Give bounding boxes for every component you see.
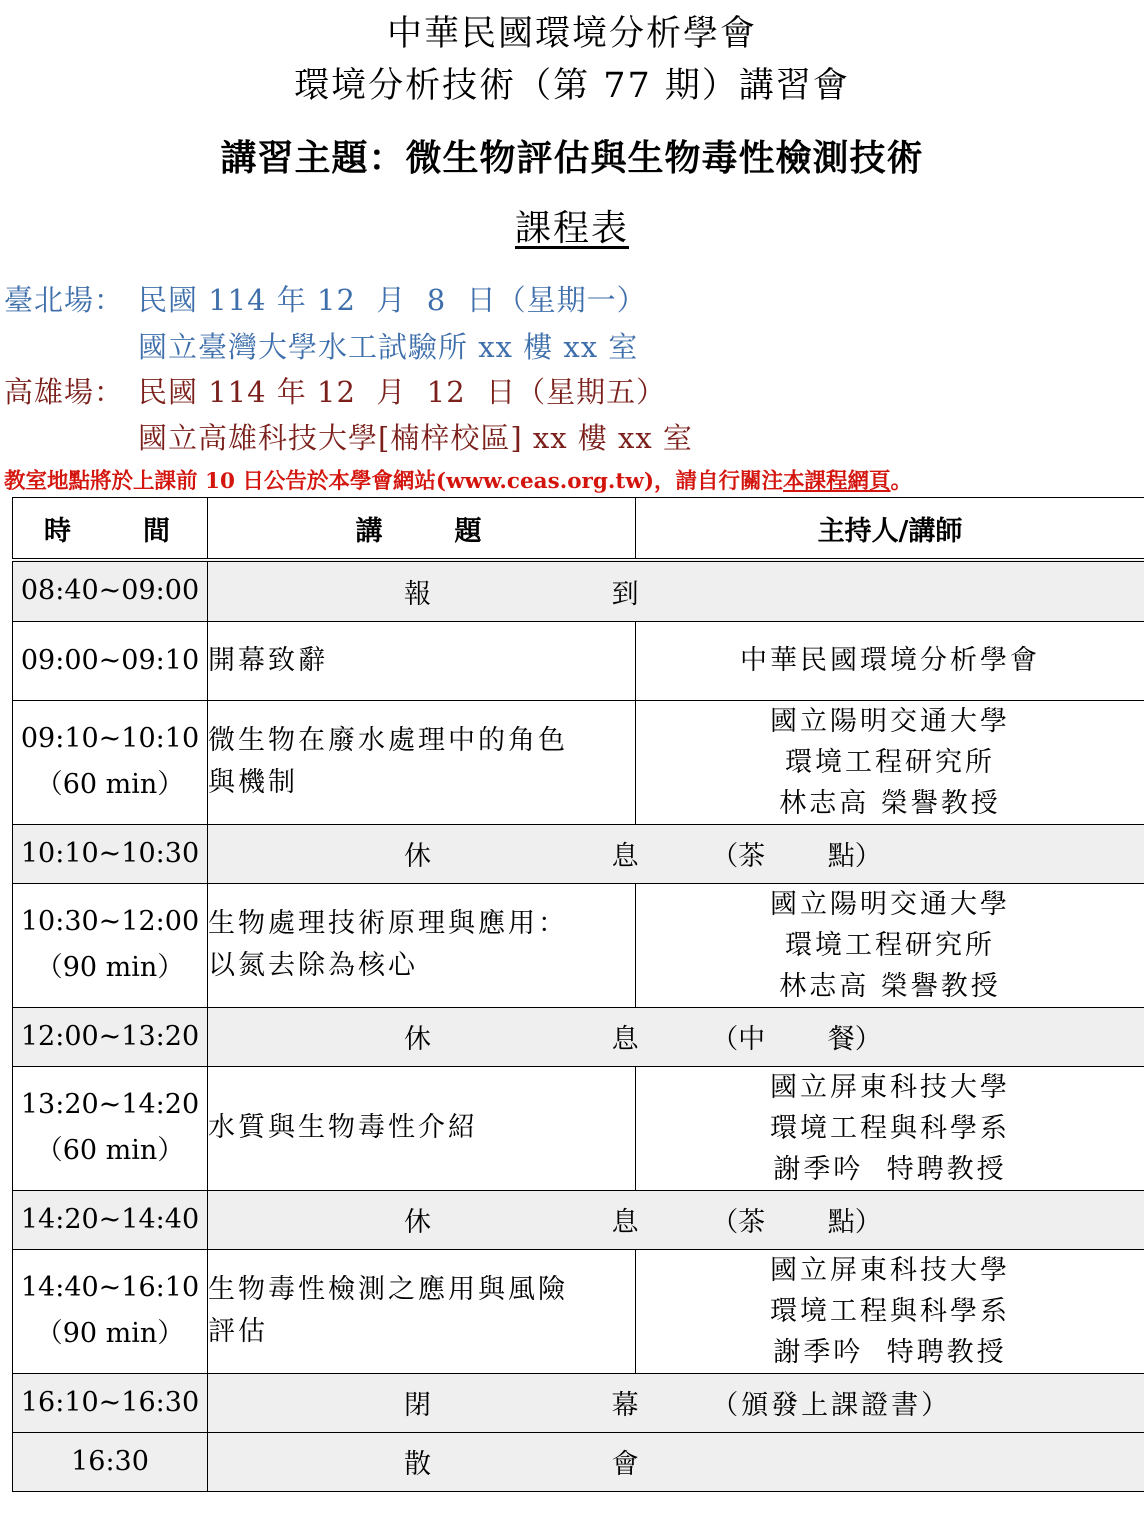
- speaker-cell: [636, 700, 1144, 824]
- schedule-table: [12, 497, 1144, 1492]
- topic-line: 生物毒性檢測之應用與風險: [208, 1274, 568, 1305]
- speaker-line: 國立屏東科技大學: [770, 1254, 1010, 1286]
- span-text-d: 點）: [827, 1207, 882, 1238]
- duration: （90 min）: [35, 952, 185, 983]
- table-row: [13, 824, 1144, 883]
- table-row: [13, 1190, 1144, 1249]
- time-cell: 09:00~09:10: [13, 621, 208, 700]
- time-range: 14:40~16:10: [20, 1272, 200, 1303]
- span-text-c: （茶: [711, 841, 766, 872]
- speaker-line: 環境工程研究所: [785, 746, 995, 778]
- speaker-cell: 中華民國環境分析學會: [636, 621, 1144, 700]
- span-text-c: （中: [711, 1024, 766, 1055]
- speaker-line: 國立屏東科技大學: [770, 1071, 1010, 1103]
- topic-cell: [208, 700, 636, 824]
- topic-cell: [208, 1066, 636, 1190]
- span-text-b: 會: [611, 1449, 639, 1480]
- span-text-b: 幕: [611, 1390, 639, 1421]
- notice: [4, 464, 912, 495]
- span-text-c: （茶: [711, 1207, 766, 1238]
- speaker-line: 環境工程研究所: [785, 929, 995, 961]
- speaker-line: 林志高 榮譽教授: [779, 787, 1001, 819]
- time-cell: 08:40~09:00: [13, 560, 208, 621]
- time-cell: 14:20~14:40: [13, 1190, 208, 1249]
- duration: （60 min）: [35, 769, 185, 800]
- topic-title: 講習主題：微生物評估與生物毒性檢測技術: [220, 137, 924, 179]
- topic-cell: 開幕致辭: [208, 621, 636, 700]
- span-cell: [208, 1007, 1144, 1066]
- topic-cell: [208, 1249, 636, 1373]
- speaker-line: 國立陽明交通大學: [770, 888, 1010, 920]
- span-text-d: 餐）: [827, 1024, 882, 1055]
- span-cell: [208, 1432, 1144, 1491]
- org-title: 中華民國環境分析學會: [386, 14, 757, 54]
- span-text-a: 閉: [404, 1390, 431, 1421]
- table-row: [13, 560, 1144, 621]
- taipei-date: 民國 114 年 12 月 8 日（星期一）: [138, 283, 647, 317]
- time-cell: 10:10~10:30: [13, 824, 208, 883]
- time-cell: [13, 700, 208, 824]
- span-text-b: 息: [611, 1207, 639, 1238]
- time-cell: 12:00~13:20: [13, 1007, 208, 1066]
- span-text-b: 息: [611, 1024, 639, 1055]
- kaohsiung-label: 高雄場：: [4, 375, 125, 409]
- taipei-label: 臺北場：: [4, 283, 125, 317]
- table-row: [13, 621, 1144, 700]
- topic-line: 水質與生物毒性介紹: [208, 1112, 478, 1143]
- span-text-b: 到: [611, 578, 639, 610]
- col-topic: 講 題: [208, 498, 636, 561]
- table-row: [13, 1249, 1144, 1373]
- span-text-a: 報: [404, 578, 431, 610]
- span-text-a: 休: [404, 841, 431, 872]
- speaker-line: 國立陽明交通大學: [770, 705, 1010, 737]
- time-range: 13:20~14:20: [20, 1089, 200, 1120]
- col-speaker: 主持人/講師: [636, 498, 1144, 561]
- span-text-d: 點）: [827, 841, 882, 872]
- table-row: [13, 700, 1144, 824]
- kaohsiung-place: 國立高雄科技大學[楠梓校區] xx 樓 xx 室: [138, 421, 693, 455]
- topic-line: 微生物在廢水處理中的角色: [208, 725, 568, 756]
- duration: （90 min）: [35, 1318, 185, 1349]
- taipei-place: 國立臺灣大學水工試驗所 xx 樓 xx 室: [138, 330, 639, 364]
- span-cell: [208, 1190, 1144, 1249]
- speaker-line: 環境工程與科學系: [770, 1112, 1010, 1144]
- table-row: [13, 1066, 1144, 1190]
- topic-line: 評估: [208, 1316, 268, 1347]
- schedule-title: 課程表: [514, 208, 629, 249]
- table-row: [13, 1007, 1144, 1066]
- col-time: 時 間: [13, 498, 208, 561]
- table-header: [13, 498, 1144, 561]
- speaker-cell: [636, 883, 1144, 1007]
- speaker-line: 環境工程與科學系: [770, 1295, 1010, 1327]
- speaker-line: 謝季吟 特聘教授: [773, 1336, 1007, 1368]
- span-cell: [208, 560, 1144, 621]
- speaker-cell: [636, 1249, 1144, 1373]
- time-cell: [13, 1066, 208, 1190]
- time-cell: [13, 1249, 208, 1373]
- time-range: 09:10~10:10: [20, 723, 200, 754]
- notice-text: 教室地點將於上課前 10 日公告於本學會網站(www.ceas.org.tw)，請自行關注: [4, 469, 783, 494]
- table-row: [13, 883, 1144, 1007]
- span-text-a: 休: [404, 1024, 431, 1055]
- table-row: [13, 1432, 1144, 1491]
- kaohsiung-date: 民國 114 年 12 月 12 日（星期五）: [138, 375, 667, 409]
- span-text-a: 休: [404, 1207, 431, 1238]
- time-cell: [13, 883, 208, 1007]
- span-text-c: （頒發上課證書）: [711, 1390, 952, 1421]
- speaker-cell: [636, 1066, 1144, 1190]
- topic-line: 與機制: [208, 767, 298, 798]
- table-row: [13, 1373, 1144, 1432]
- span-text-a: 散: [404, 1449, 431, 1480]
- topic-line: 生物處理技術原理與應用：: [208, 908, 568, 939]
- span-text-b: 息: [611, 841, 639, 872]
- course-page-link[interactable]: 本課程網頁: [783, 469, 891, 494]
- duration: （60 min）: [35, 1135, 185, 1166]
- topic-line: 以氮去除為核心: [208, 950, 418, 981]
- time-cell: 16:10~16:30: [13, 1373, 208, 1432]
- speaker-line: 謝季吟 特聘教授: [773, 1153, 1007, 1185]
- course-title: 環境分析技術（第 77 期）講習會: [294, 66, 850, 106]
- span-cell: [208, 1373, 1144, 1432]
- topic-cell: [208, 883, 636, 1007]
- span-cell: [208, 824, 1144, 883]
- time-cell: 16:30: [13, 1432, 208, 1491]
- notice-end: 。: [890, 469, 913, 494]
- time-range: 10:30~12:00: [20, 906, 200, 937]
- speaker-line: 林志高 榮譽教授: [779, 970, 1001, 1002]
